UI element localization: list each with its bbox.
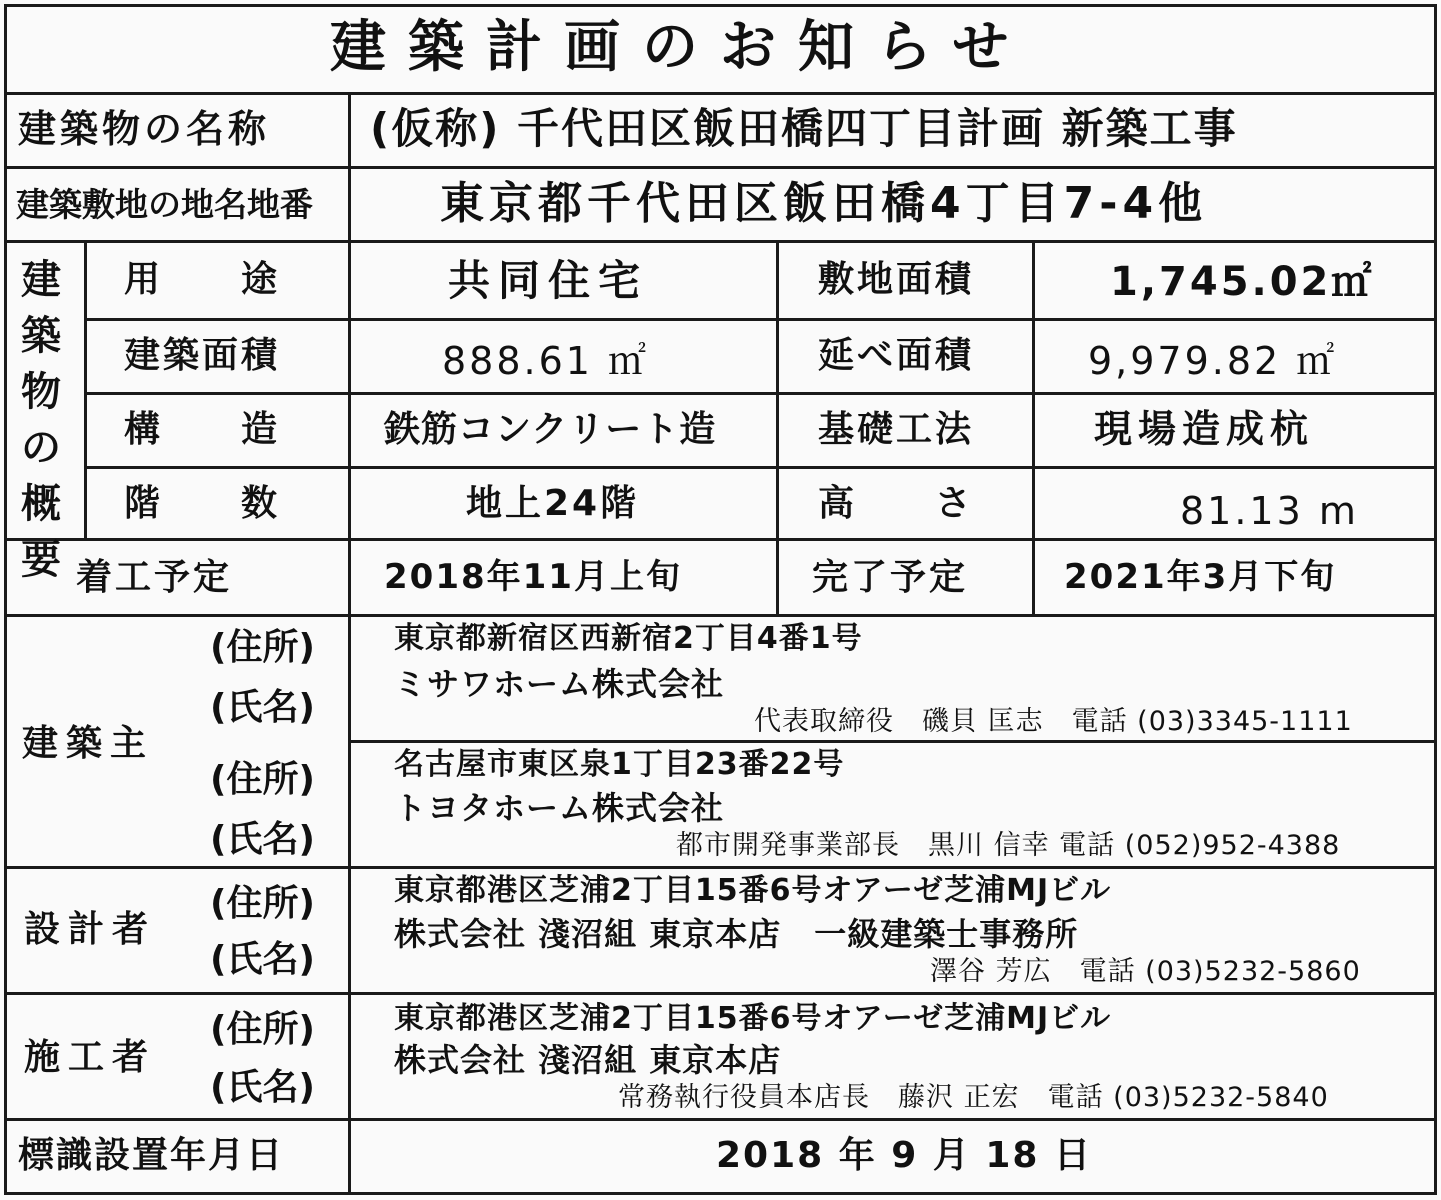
divider-line <box>4 240 1437 243</box>
contractor-name: 株式会社 淺沼組 東京本店 <box>394 1041 782 1079</box>
owner-b-name: トヨタホーム株式会社 <box>394 789 725 827</box>
use-label: 用 途 <box>124 259 281 300</box>
owner-b-address: 名古屋市東区泉1丁目23番22号 <box>394 747 845 782</box>
owner-label: 建築主 <box>22 723 155 764</box>
owner-a-address: 東京都新宿区西新宿2丁目4番1号 <box>394 621 863 656</box>
column-line <box>348 92 351 1195</box>
sign-date-label: 標識設置年月日 <box>18 1135 285 1176</box>
divider-line <box>86 392 1437 395</box>
column-line <box>1032 240 1035 616</box>
foundation-value: 現場造成杭 <box>1094 407 1315 451</box>
designer-address: 東京都港区芝浦2丁目15番6号オアーゼ芝浦MJビル <box>394 873 1112 908</box>
owner-a-representative: 代表取締役 磯貝 匡志 電話 (03)3345-1111 <box>754 706 1353 737</box>
structure-label: 構 造 <box>124 409 281 450</box>
building-overview-side-label: 建 築 物 の 概 要 <box>21 257 61 583</box>
divider-line <box>4 166 1437 169</box>
contractor-address-label: (住所) <box>210 1009 315 1050</box>
completion-schedule-value: 2021年3月下旬 <box>1064 557 1337 597</box>
building-area-label: 建築面積 <box>124 335 281 376</box>
frame-left-line <box>4 4 7 1195</box>
frame-bottom-line <box>4 1192 1437 1195</box>
building-area-value: 888.61 ㎡ <box>442 339 650 383</box>
building-site-label: 建築敷地の地名地番 <box>16 185 313 224</box>
designer-name-label: (氏名) <box>210 939 315 980</box>
contractor-address: 東京都港区芝浦2丁目15番6号オアーゼ芝浦MJビル <box>394 1001 1112 1036</box>
building-name-label: 建築物の名称 <box>18 107 271 151</box>
structure-value: 鉄筋コンクリート造 <box>384 409 717 450</box>
owner-a-name-label: (氏名) <box>210 687 315 728</box>
divider-line <box>4 92 1437 95</box>
frame-right-line <box>1434 4 1437 1195</box>
contractor-representative: 常務執行役員本店長 藤沢 正宏 電話 (03)5232-5840 <box>618 1082 1329 1113</box>
height-value: 81.13 m <box>1180 489 1359 533</box>
contractor-name-label: (氏名) <box>210 1067 315 1108</box>
owner-b-name-label: (氏名) <box>210 819 315 860</box>
floors-label: 階 数 <box>124 483 281 524</box>
building-name-value: (仮称) 千代田区飯田橋四丁目計画 新築工事 <box>370 104 1238 153</box>
contractor-label: 施工者 <box>24 1037 157 1078</box>
divider-line <box>4 992 1437 995</box>
owner-b-address-label: (住所) <box>210 759 315 800</box>
start-schedule-value: 2018年11月上旬 <box>384 557 682 597</box>
notice-title: 建築計画のお知らせ <box>330 15 1031 80</box>
owner-b-representative: 都市開発事業部長 黒川 信幸 電話 (052)952-4388 <box>676 830 1341 861</box>
column-line <box>776 240 779 616</box>
divider-line <box>4 614 1437 617</box>
frame-top-line <box>4 4 1437 7</box>
divider-line <box>4 1118 1437 1121</box>
total-floor-area-value: 9,979.82 ㎡ <box>1088 339 1338 383</box>
height-label: 高 さ <box>818 483 975 524</box>
divider-line <box>4 866 1437 869</box>
completion-schedule-label: 完了予定 <box>812 557 969 598</box>
designer-representative: 澤谷 芳広 電話 (03)5232-5860 <box>930 956 1361 987</box>
start-schedule-label: 着工予定 <box>76 557 233 598</box>
sign-date-value: 2018 年 9 月 18 日 <box>716 1135 1093 1176</box>
building-site-value: 東京都千代田区飯田橋4丁目7-4他 <box>440 178 1208 229</box>
designer-label: 設計者 <box>24 909 157 950</box>
divider-line <box>86 466 1437 469</box>
divider-line <box>348 740 1437 743</box>
divider-line <box>4 538 1437 541</box>
foundation-label: 基礎工法 <box>818 409 975 450</box>
column-line <box>84 240 87 540</box>
use-value: 共同住宅 <box>448 256 649 305</box>
owner-a-address-label: (住所) <box>210 627 315 668</box>
floors-value: 地上24階 <box>466 483 640 524</box>
owner-a-name: ミサワホーム株式会社 <box>394 665 725 703</box>
total-floor-area-label: 延べ面積 <box>818 335 975 376</box>
site-area-value: 1,745.02㎡ <box>1110 259 1375 305</box>
site-area-label: 敷地面積 <box>818 259 975 300</box>
designer-address-label: (住所) <box>210 883 315 924</box>
divider-line <box>86 318 1437 321</box>
designer-name: 株式会社 淺沼組 東京本店 一級建築士事務所 <box>394 915 1079 953</box>
